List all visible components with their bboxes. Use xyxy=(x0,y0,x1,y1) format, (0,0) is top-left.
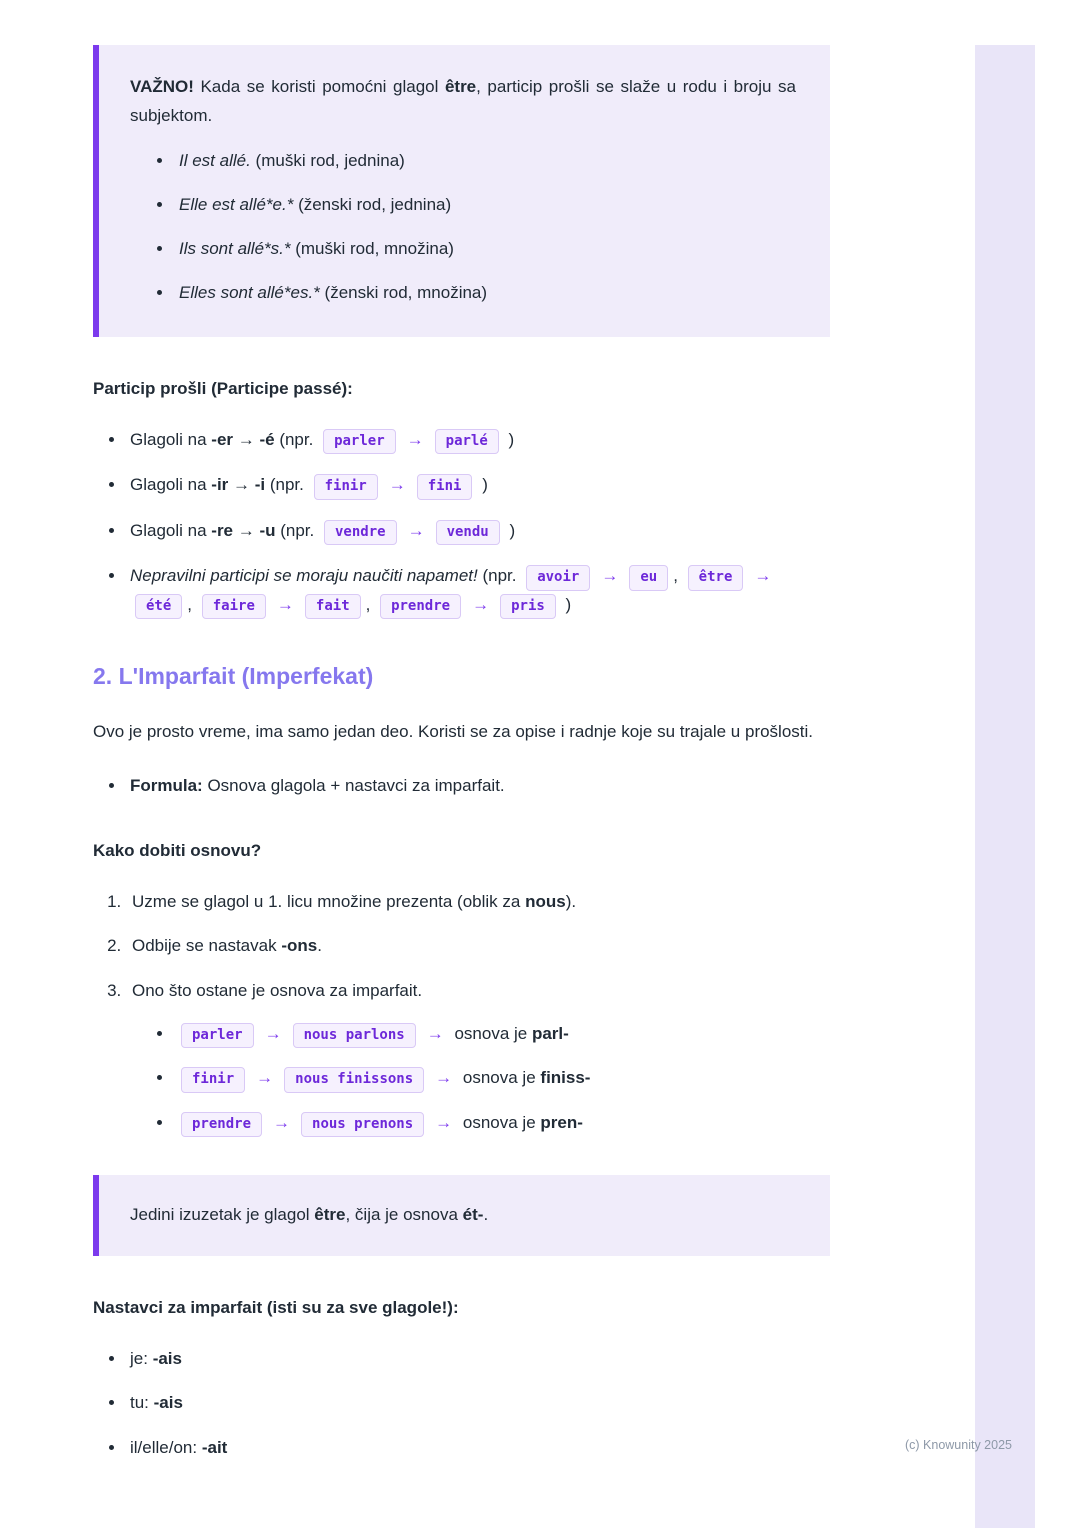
participle-list xyxy=(93,426,830,620)
text-segment: -ir xyxy=(211,475,229,495)
code-chip: prendre xyxy=(380,594,461,620)
text-segment: Glagoli na xyxy=(130,475,212,495)
list-item xyxy=(174,279,796,306)
text-segment: ) xyxy=(503,429,515,449)
text-segment: (ženski rod, jednina) xyxy=(293,194,452,214)
list-item xyxy=(126,932,830,959)
list-item-text xyxy=(179,151,405,170)
endings-heading: Nastavci za imparfait (isti su za sve glagole!): xyxy=(93,1298,459,1318)
text-segment: -ait xyxy=(201,1437,228,1457)
text-segment: , xyxy=(365,594,376,614)
text-segment: -ais xyxy=(153,1393,183,1413)
text-segment: -re xyxy=(211,520,234,540)
text-segment: être xyxy=(444,77,477,96)
steps-list xyxy=(93,888,830,1137)
arrow-icon: → xyxy=(435,1112,453,1132)
list-item-text xyxy=(130,1438,227,1457)
text-segment: parl- xyxy=(531,1023,569,1043)
text-segment: -i xyxy=(254,475,266,495)
text-segment: Odbije se nastavak xyxy=(132,936,282,956)
text-segment: Jedini izuzetak je glagol xyxy=(130,1205,315,1225)
exception-callout xyxy=(93,1175,830,1256)
list-item xyxy=(126,1345,830,1372)
text-segment: (npr. xyxy=(275,520,319,540)
arrow-icon: → xyxy=(472,594,490,614)
participle-heading: Particip prošli (Participe passé): xyxy=(93,378,353,398)
code-chip: été xyxy=(135,594,182,620)
arrow-icon: → xyxy=(426,1023,444,1043)
text-segment: Il est allé. xyxy=(179,150,251,170)
text-segment: osnova je xyxy=(458,1112,541,1132)
arrow-icon: → xyxy=(264,1023,282,1043)
list-item xyxy=(126,426,830,455)
text-segment: tu: xyxy=(130,1393,154,1413)
text-segment: Ono što ostane je osnova za imparfait. xyxy=(132,980,423,1000)
code-chip: parlé xyxy=(435,429,499,455)
list-item xyxy=(174,1064,830,1093)
text-segment: osnova je xyxy=(458,1068,541,1088)
list-item-text xyxy=(179,239,454,258)
list-item-text xyxy=(130,776,505,795)
text-segment: Elles sont allé*es.* xyxy=(179,283,320,303)
text-segment: (muški rod, jednina) xyxy=(250,150,405,170)
text-segment: ét- xyxy=(462,1205,484,1225)
text-segment: VAŽNO! xyxy=(130,77,194,96)
list-item xyxy=(174,1020,830,1049)
arrow-icon: → xyxy=(256,1068,274,1088)
list-item-text xyxy=(130,566,777,614)
code-chip: vendu xyxy=(436,520,500,546)
exception-text xyxy=(130,1201,796,1230)
code-chip: être xyxy=(688,565,744,591)
list-item-text xyxy=(132,981,422,1000)
list-item-text xyxy=(132,936,322,955)
list-item xyxy=(174,191,796,218)
copyright-footer: (c) Knowunity 2025 xyxy=(904,1438,1012,1452)
list-item-text xyxy=(132,892,576,911)
arrow-icon: → xyxy=(273,1112,291,1132)
endings-list xyxy=(93,1345,830,1461)
text-segment: Elle est allé*e.* xyxy=(179,194,294,214)
list-item xyxy=(126,1434,830,1461)
text-segment: il/elle/on: xyxy=(130,1437,202,1457)
imparfait-paragraph: Ovo je prosto vreme, ima samo jedan deo. Koristi se za opise i radnje koje su trajale u prošlosti. xyxy=(93,722,814,742)
text-segment: → xyxy=(228,475,255,495)
list-item xyxy=(126,977,830,1138)
code-chip: vendre xyxy=(324,520,397,546)
list-item xyxy=(126,1389,830,1416)
code-chip: nous prenons xyxy=(301,1112,424,1138)
arrow-icon: → xyxy=(407,520,425,540)
text-segment: -é xyxy=(259,429,275,449)
list-item xyxy=(126,562,830,619)
code-chip: fait xyxy=(305,594,361,620)
arrow-icon: → xyxy=(435,1068,453,1088)
arrow-icon: → xyxy=(406,429,424,449)
text-segment: Ils sont allé*s.* xyxy=(179,239,291,259)
text-segment: (ženski rod, množina) xyxy=(319,283,488,303)
list-item xyxy=(174,235,796,262)
text-segment: Glagoli na xyxy=(130,429,212,449)
text-segment: -ons xyxy=(281,936,318,956)
arrow-icon: → xyxy=(276,594,294,614)
text-segment: osnova je xyxy=(449,1023,532,1043)
list-item-text xyxy=(176,1068,590,1087)
list-item-text xyxy=(130,430,514,449)
side-strip xyxy=(975,45,1035,1528)
text-segment: (npr. xyxy=(274,429,319,449)
text-segment: . xyxy=(483,1205,489,1225)
text-segment: pren- xyxy=(540,1112,583,1132)
code-chip: faire xyxy=(202,594,266,620)
base-heading: Kako dobiti osnovu? xyxy=(93,841,262,861)
text-segment: ) xyxy=(504,520,516,540)
list-item-text xyxy=(130,1393,183,1412)
list-item xyxy=(126,772,830,799)
code-chip: nous finissons xyxy=(284,1067,424,1093)
text-segment: Kada se koristi pomoćni glagol xyxy=(193,77,445,96)
arrow-icon: → xyxy=(601,566,619,586)
text-segment: Nepravilni participi se moraju naučiti napamet! xyxy=(130,566,478,586)
code-chip: parler xyxy=(323,429,396,455)
text-segment: → xyxy=(233,520,260,540)
text-segment: Osnova glagola + nastavci za imparfait. xyxy=(202,776,505,796)
text-segment: . xyxy=(317,936,322,956)
text-segment: , particip prošli se slaže u rodu i broju sa subjektom. xyxy=(130,77,796,125)
code-chip: parler xyxy=(181,1023,254,1049)
callout-intro xyxy=(130,73,796,131)
list-item-text xyxy=(179,195,451,214)
text-segment: ). xyxy=(565,892,577,912)
text-segment: , čija je osnova xyxy=(345,1205,463,1225)
text-segment: ) xyxy=(560,594,572,614)
list-item-text xyxy=(130,521,515,540)
list-item-text xyxy=(176,1024,569,1043)
code-chip: eu xyxy=(629,565,668,591)
formula-list xyxy=(93,772,830,799)
list-item xyxy=(174,1109,830,1138)
list-item xyxy=(126,888,830,915)
text-segment: -ais xyxy=(152,1349,182,1369)
code-chip: pris xyxy=(500,594,556,620)
text-segment: (npr. xyxy=(265,475,309,495)
text-segment: Formula: xyxy=(130,776,203,796)
text-segment: je: xyxy=(130,1349,153,1369)
list-item xyxy=(126,471,830,500)
callout-list xyxy=(130,147,796,307)
text-segment: , xyxy=(673,566,683,586)
text-segment: ) xyxy=(477,475,488,495)
text-segment: être xyxy=(314,1205,346,1225)
arrow-icon: → xyxy=(754,566,772,586)
text-segment: (npr. xyxy=(477,566,522,586)
text-segment: finiss- xyxy=(540,1068,591,1088)
code-chip: fini xyxy=(417,474,473,500)
arrow-icon: → xyxy=(388,475,406,495)
text-segment: Glagoli na xyxy=(130,520,212,540)
text-segment: → xyxy=(233,429,260,449)
list-item-text xyxy=(179,283,487,302)
text-segment: -er xyxy=(211,429,234,449)
text-segment: , xyxy=(187,594,197,614)
code-chip: finir xyxy=(314,474,378,500)
list-item-text xyxy=(130,1349,182,1368)
list-item xyxy=(174,147,796,174)
list-item xyxy=(126,517,830,546)
text-segment: Uzme se glagol u 1. licu množine prezenta (oblik za xyxy=(132,892,526,912)
list-item-text xyxy=(176,1113,583,1132)
list-item-text xyxy=(130,475,488,494)
document-content xyxy=(93,45,830,1503)
code-chip: finir xyxy=(181,1067,245,1093)
text-segment: nous xyxy=(525,892,566,912)
important-callout xyxy=(93,45,830,337)
code-chip: prendre xyxy=(181,1112,262,1138)
code-chip: nous parlons xyxy=(293,1023,416,1049)
text-segment: -u xyxy=(259,520,276,540)
imparfait-heading: 2. L'Imparfait (Imperfekat) xyxy=(93,663,374,690)
examples-list xyxy=(132,1020,830,1138)
code-chip: avoir xyxy=(526,565,590,591)
text-segment: (muški rod, množina) xyxy=(290,239,454,259)
